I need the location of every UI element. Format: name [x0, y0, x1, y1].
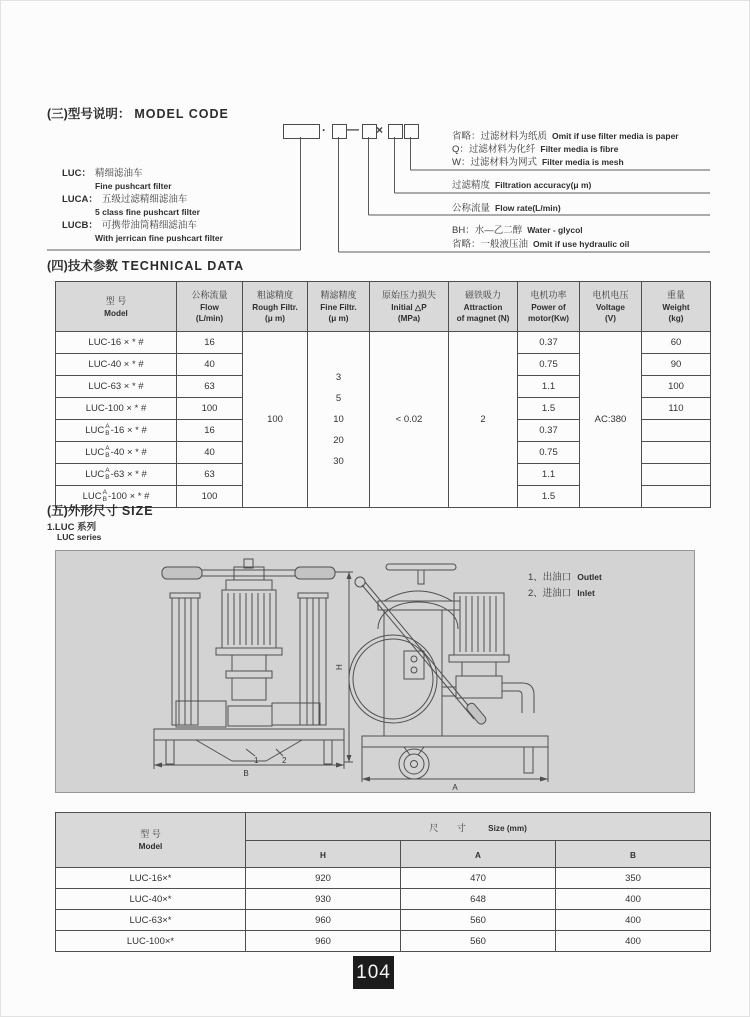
col-label-zh: 粗滤精度	[256, 290, 293, 300]
col-label-unit: (MPa)	[397, 314, 421, 323]
size-title-en: SIZE	[121, 504, 154, 518]
cart-side-view-drawing	[349, 564, 548, 792]
size-cell-b: 400	[556, 931, 711, 952]
callout-2-label: 2	[282, 756, 287, 765]
series-code: LUCB：	[62, 220, 98, 231]
series-item-luc	[62, 163, 172, 191]
size-cell-a: 560	[401, 931, 556, 952]
model-suffix: -40 × * #	[110, 447, 147, 459]
tech-col-model	[56, 282, 177, 332]
legend-inlet-zh: 2、进油口	[528, 588, 572, 599]
stack-top: A	[105, 445, 110, 452]
col-label-en: Initial △P	[391, 303, 427, 312]
annotation-zh: 过滤精度	[452, 180, 491, 191]
col-label-zh: 精滤精度	[320, 290, 357, 300]
col-label-en: Weight	[662, 303, 690, 312]
table-row	[56, 931, 711, 952]
annotation-zh: W：过滤材料为网式	[452, 157, 537, 168]
table-row	[56, 332, 711, 354]
series-zh: 可携带油筒精细滤油车	[101, 220, 197, 231]
tech-cell-initial-merged: < 0.02	[370, 332, 449, 508]
technical-title-en: TECHNICAL DATA	[121, 259, 245, 273]
tech-cell-power: 0.37	[518, 420, 580, 442]
series-en: With jerrican fine pushcart filter	[95, 233, 223, 243]
col-label: A	[475, 851, 481, 860]
col-label-zh: 公称流量	[191, 290, 228, 300]
cart-front-view-drawing	[154, 559, 353, 778]
fine-value: 3	[335, 371, 342, 383]
tech-cell-model: LUC-63 × * #	[56, 376, 177, 398]
stack-top: A	[105, 423, 110, 430]
stack-bottom: B	[102, 495, 107, 503]
model-code-box-flow	[362, 124, 377, 139]
annotation-media-w	[452, 152, 624, 170]
tech-cell-flow: 63	[177, 376, 243, 398]
annotation-en: Flow rate(L/min)	[495, 203, 561, 213]
size-cell-model: LUC-100×*	[56, 931, 246, 952]
tech-cell-power: 1.1	[518, 464, 580, 486]
size-cell-h: 960	[246, 910, 401, 931]
annotation-en: Omit if use filter media is paper	[552, 131, 679, 141]
annotation-zh: 省略：过滤材料为纸质	[452, 131, 548, 142]
tech-cell-flow: 63	[177, 464, 243, 486]
table-row	[56, 868, 711, 889]
annotation-flow	[452, 198, 561, 216]
tech-col-flow	[177, 282, 243, 332]
tech-cell-rough-merged: 100	[243, 332, 308, 508]
tech-cell-weight	[642, 486, 711, 508]
tech-cell-model: LUC-100 × * #	[56, 398, 177, 420]
page-number: 104	[353, 956, 394, 989]
tech-col-voltage	[580, 282, 642, 332]
series-code: LUC：	[62, 168, 92, 179]
tech-col-fine	[308, 282, 370, 332]
fine-value: 5	[335, 392, 342, 404]
stack-bottom: B	[105, 451, 110, 459]
col-label-zh: 电机功率	[530, 290, 567, 300]
fine-value: 30	[333, 455, 344, 467]
tech-cell-weight	[642, 442, 711, 464]
series-item-luca	[62, 189, 200, 217]
dim-b-label: B	[243, 769, 249, 778]
tech-cell-model: LUC-40 × * #	[56, 354, 177, 376]
model-ab-stack	[105, 468, 109, 481]
series-item-lucb	[62, 215, 223, 243]
size-title	[47, 501, 154, 519]
annotation-en: Filtration accuracy(μ m)	[495, 180, 592, 190]
model-code-box-series	[283, 124, 320, 139]
series-code: LUCA：	[62, 194, 98, 205]
tech-cell-power: 1.5	[518, 486, 580, 508]
size-cell-model: LUC-16×*	[56, 868, 246, 889]
annotation-en: Water - glycol	[527, 225, 583, 235]
col-label-unit: (kg)	[668, 314, 684, 323]
size-header-zh: 尺 寸	[429, 822, 474, 833]
tech-cell-voltage-merged: AC:380	[580, 332, 642, 508]
cart-drawings	[56, 551, 694, 792]
col-label-en: Rough Filtr.	[252, 303, 298, 312]
col-label-zh: 型 号	[140, 829, 161, 839]
annotation-zh: 省略：一般液压油	[452, 239, 529, 250]
tech-col-rough	[243, 282, 308, 332]
tech-cell-model	[56, 464, 177, 486]
tech-cell-flow: 40	[177, 354, 243, 376]
col-label-en: Voltage	[596, 303, 625, 312]
tech-col-magnet	[449, 282, 518, 332]
table-row	[56, 910, 711, 931]
size-col-model	[56, 813, 246, 868]
size-header-en: Size (mm)	[488, 823, 527, 833]
tech-cell-model: LUC-16 × * #	[56, 332, 177, 354]
dim-a-label: A	[452, 783, 458, 792]
size-cell-h: 960	[246, 931, 401, 952]
stack-top: A	[102, 489, 107, 496]
tech-cell-power: 0.75	[518, 354, 580, 376]
series-zh: 五级过滤精细滤油车	[101, 194, 188, 205]
size-cell-model: LUC-63×*	[56, 910, 246, 931]
size-cell-h: 930	[246, 889, 401, 910]
model-code-box-media	[404, 124, 419, 139]
col-label-zh: 型 号	[105, 295, 127, 306]
size-subtitle-zh: 1.LUC 系列	[47, 522, 97, 533]
series-en: Fine pushcart filter	[95, 181, 172, 191]
annotation-zh: 公称流量	[452, 203, 491, 214]
col-label-unit: (L/min)	[195, 314, 224, 323]
col-label-en: Flow	[200, 303, 219, 312]
size-cell-b: 400	[556, 910, 711, 931]
times-separator: ×	[376, 123, 384, 137]
tech-cell-flow: 16	[177, 420, 243, 442]
size-col-b	[556, 841, 711, 868]
tech-cell-weight	[642, 464, 711, 486]
table-row	[56, 889, 711, 910]
size-col-h	[246, 841, 401, 868]
dash-separator: —	[347, 122, 359, 136]
fine-values-stack	[308, 332, 369, 507]
col-label-unit: (μ m)	[264, 314, 286, 323]
tech-col-power	[518, 282, 580, 332]
tech-cell-flow: 100	[177, 486, 243, 508]
size-cell-a: 648	[401, 889, 556, 910]
model-prefix: LUC	[85, 447, 105, 459]
annotation-zh: Q：过滤材料为化纤	[452, 144, 536, 155]
series-zh: 精细滤油车	[95, 168, 143, 179]
tech-cell-weight: 60	[642, 332, 711, 354]
tech-cell-magnet-merged: 2	[449, 332, 518, 508]
tech-cell-fine-merged	[308, 332, 370, 508]
annotation-en: Filter media is mesh	[541, 157, 624, 167]
size-cell-a: 560	[401, 910, 556, 931]
model-code-box-fluid	[332, 124, 347, 139]
technical-title-zh: (四)技术参数	[47, 259, 118, 273]
legend-inlet-en: Inlet	[577, 588, 595, 598]
size-cell-b: 350	[556, 868, 711, 889]
size-title-zh: (五)外形尺寸	[47, 504, 118, 518]
model-ab-stack	[105, 424, 109, 437]
col-label-zh: 磁铁吸力	[464, 290, 501, 300]
col-label-en: Fine Filtr.	[320, 303, 357, 312]
col-label-unit: (μ m)	[328, 314, 349, 323]
tech-cell-model	[56, 442, 177, 464]
model-prefix: LUC	[85, 469, 105, 481]
dot-separator: ·	[322, 123, 326, 137]
tech-col-initial	[370, 282, 449, 332]
model-code-title-zh: (三)型号说明：	[47, 107, 131, 121]
tech-cell-flow: 40	[177, 442, 243, 464]
model-suffix: -63 × * #	[110, 469, 147, 481]
col-label-en: Attraction	[463, 303, 503, 312]
col-label-unit: motor(Kw)	[528, 314, 569, 323]
size-subtitle-en: LUC series	[57, 532, 102, 542]
size-cell-h: 920	[246, 868, 401, 889]
fine-value: 10	[333, 413, 344, 425]
tech-cell-power: 1.1	[518, 376, 580, 398]
annotation-en: Omit if use hydraulic oil	[533, 239, 630, 249]
model-suffix: -16 × * #	[110, 425, 147, 437]
dim-h-label: H	[335, 664, 344, 670]
model-prefix: LUC	[82, 491, 102, 503]
size-cell-a: 470	[401, 868, 556, 889]
annotation-en: Filter media is fibre	[540, 144, 619, 154]
technical-title	[47, 256, 244, 274]
dimension-drawing-panel	[55, 550, 695, 793]
series-en: 5 class fine pushcart filter	[95, 207, 200, 217]
model-prefix: LUC	[85, 425, 105, 437]
tech-cell-weight: 100	[642, 376, 711, 398]
tech-cell-power: 0.37	[518, 332, 580, 354]
size-table	[55, 812, 711, 952]
tech-cell-weight	[642, 420, 711, 442]
stack-bottom: B	[105, 429, 110, 437]
callout-1-label: 1	[254, 756, 259, 765]
model-code-box-accuracy	[388, 124, 403, 139]
tech-cell-power: 1.5	[518, 398, 580, 420]
col-label-unit: of magnet (N)	[456, 314, 510, 323]
legend-inlet	[528, 583, 595, 601]
tech-col-weight	[642, 282, 711, 332]
tech-cell-weight: 110	[642, 398, 711, 420]
col-label-unit: (V)	[605, 314, 616, 323]
stack-top: A	[105, 467, 110, 474]
legend-outlet-en: Outlet	[577, 572, 602, 582]
size-cell-model: LUC-40×*	[56, 889, 246, 910]
tech-cell-power: 0.75	[518, 442, 580, 464]
col-label: B	[630, 851, 636, 860]
model-suffix: -100 × * #	[107, 491, 150, 503]
model-ab-stack	[105, 446, 109, 459]
size-col-a	[401, 841, 556, 868]
stack-bottom: B	[105, 473, 110, 481]
size-header-span	[246, 813, 711, 841]
annotation-accuracy	[452, 175, 591, 193]
annotation-fluid-omit	[452, 234, 629, 252]
col-label-zh: 电机电压	[592, 290, 629, 300]
tech-cell-weight: 90	[642, 354, 711, 376]
col-label-en: Model	[138, 842, 163, 851]
col-label: H	[320, 851, 326, 860]
col-label-en: Model	[104, 308, 128, 318]
fine-value: 20	[333, 434, 344, 446]
size-cell-b: 400	[556, 889, 711, 910]
technical-data-table	[55, 281, 711, 508]
annotation-zh: BH：水—乙二醇	[452, 225, 523, 236]
tech-cell-model	[56, 420, 177, 442]
col-label-en: Power of	[531, 303, 566, 312]
col-label-zh: 原始压力损失	[381, 290, 436, 300]
tech-cell-flow: 100	[177, 398, 243, 420]
col-label-zh: 重量	[666, 290, 685, 300]
tech-cell-flow: 16	[177, 332, 243, 354]
legend-outlet-zh: 1、出油口	[528, 572, 572, 583]
model-code-title-en: MODEL CODE	[134, 107, 229, 121]
